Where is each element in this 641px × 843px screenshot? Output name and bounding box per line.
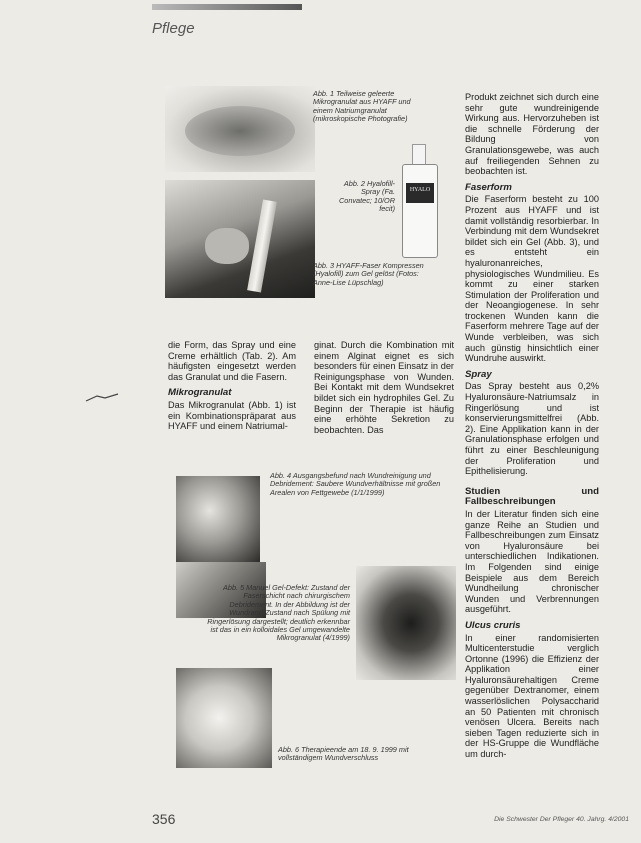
journal-source: Die Schwester Der Pfleger 40. Jahrg. 4/2001 — [494, 816, 629, 823]
paragraph: die Form, das Spray und eine Creme erhältlich (Tab. 2). Am häufigsten eingesetzt werden das Granulat und die Fasern. — [168, 340, 296, 382]
figure-abb3-photo — [165, 180, 315, 298]
col-right — [465, 92, 599, 760]
heading-ulcus-cruris: Ulcus cruris — [465, 619, 521, 631]
paragraph: ginat. Durch die Kombination mit einem Alginat eignet es sich besonders für einen Einsatz in der Reinigungsphase von Wunden. Bei Kontakt mit dem Wundsekret bildet sich ein hydrophiles Gel. Zu Beginn der Therapie ist häufig eine erhöhte Sekretion zu beobachten. Das — [314, 340, 454, 435]
figure-abb2-spray-bottle — [398, 144, 442, 258]
figure-abb5-caption: Abb. 5 Manuel Gel-Defekt: Zustand der Faserschicht nach chirurgischem Debridement. In der Abbildung ist der Wundrand-Zustand nach Spülung mit Ringerlösung dargestellt; deutlich erkennbar ist das in ein kolloidales Gel umgewandelte Mikrogranulat (4/1999) — [207, 583, 350, 643]
paragraph: Das Spray besteht aus 0,2% Hyaluronsäure-Natriumsalz in Ringerlösung und ist konservierungsmittelfrei (Abb. 2). Eine Applikation kann in der Granulationsphase erfolgen und führt zu einer Beschleunigung der Proliferation und Epithelisierung. — [465, 381, 599, 477]
figure-abb1-caption: Abb. 1 Teilweise geleerte Mikrogranulat aus HYAFF und einem Natriumgranulat (mikroskopische Photografie) — [313, 89, 411, 124]
figure-abb4-photo — [176, 476, 260, 562]
figure-abb2-caption: Abb. 2 Hyalofill-Spray (Fa. Convatec; 10/OR fecit) — [339, 179, 395, 214]
heading-mikrogranulat: Mikrogranulat — [168, 387, 232, 399]
heading-spray: Spray — [465, 368, 492, 380]
figure-abb3-caption: Abb. 3 HYAFF-Faser Kompressen (Hyalofill) zum Gel gelöst (Fotos: Anne-Lise Lüpschlag) — [313, 261, 424, 287]
figure-abb6-photo — [176, 668, 272, 768]
heading-studien: Studien und Fallbeschreibungen — [465, 485, 599, 508]
paper-crease-mark — [85, 393, 119, 403]
paragraph: In der Literatur finden sich eine ganze Reihe an Studien und Fallbeschreibungen zum Einsatz von Hyaluronsäure bei unterschiedlichen Indikationen. Im Folgenden sind einige Beispiele aus dem Bereich Wundheilung chronischer Wunden und Verbrennungen ausgeführt. — [465, 508, 599, 615]
paragraph: Die Faserform besteht zu 100 Prozent aus HYAFF und ist damit vollständig resorbierbar. In Verbindung mit dem Wundsekret bildet sich ein Gel (Abb. 3), und es entsteht ein hyaluronanreiches, physiologisches Wundmilieu. Es kommt zu einer starken Stimulation der Proliferation und der Neoangiogenese. In sehr trockenen Wunden kann die Faserform mehrere Tage auf der Wunde verbleiben, was sich auch günstig hinsichtlich einer Wundruhe auswirkt. — [465, 194, 599, 364]
page-number: 356 — [152, 811, 176, 827]
figure-abb4-caption: Abb. 4 Ausgangsbefund nach Wundreinigung und Debridement: Saubere Wundverhältnisse mit großen Arealen von Fettgewebe (1/1/1999) — [270, 471, 441, 497]
col-mid-left — [168, 340, 296, 432]
paragraph: Produkt zeichnet sich durch eine sehr gute wundreinigende Wirkung aus. Hervorzuheben ist die schnelle Förderung der Bildung von Granulationsgewebe, was auch auf freiliegenden Sehnen zu beobachten ist. — [465, 92, 599, 177]
figure-abb1-photo — [165, 86, 315, 172]
figure-abb5-photo — [356, 566, 456, 680]
paragraph: Das Mikrogranulat (Abb. 1) ist ein Kombinationspräparat aus HYAFF und einem Natriumal- — [168, 399, 296, 432]
heading-faserform: Faserform — [465, 181, 512, 193]
paragraph: In einer randomisierten Multicenterstudie verglich Ortonne (1996) die Effizienz der Applikation einer Hyaluronsäurehaltigen Creme gegenüber Dextranomer, einem wasserlöslichen Polysaccharid an 50 Patienten mit chronisch venösen Ulcera. Bereits nach sieben Tagen reduzierte sich in der HS-Gruppe die Wundfläche um durch- — [465, 632, 599, 760]
spray-bottle-label: HYALO — [409, 187, 431, 193]
section-title: Pflege — [152, 20, 195, 37]
col-mid-right — [314, 340, 454, 435]
figure-abb6-caption: Abb. 6 Therapieende am 18. 9. 1999 mit vollständigem Wundverschluss — [278, 745, 409, 763]
header-rule — [152, 4, 302, 10]
